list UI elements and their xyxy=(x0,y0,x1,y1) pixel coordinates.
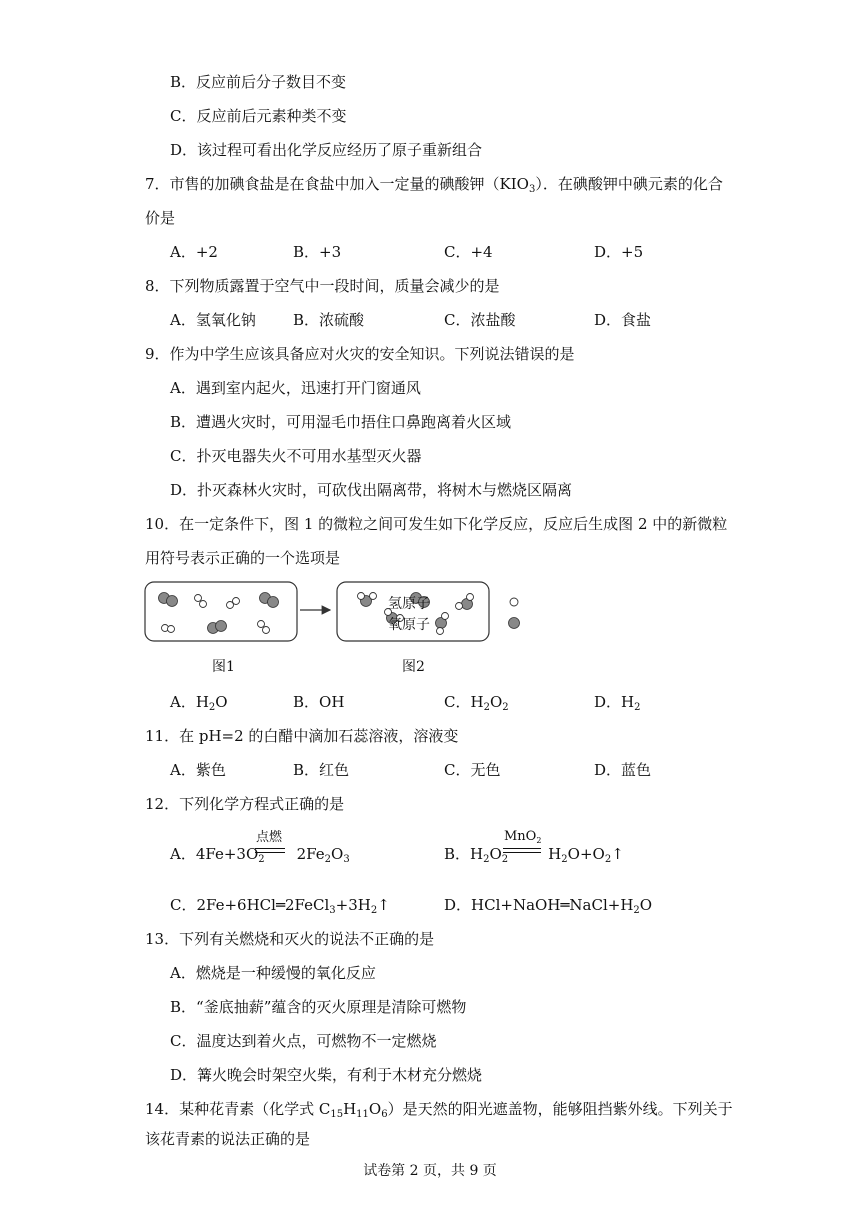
q12-b-condition: MnO$_2$ xyxy=(504,829,542,845)
q7-option-d: D．+5 xyxy=(594,243,644,261)
q6-option-b: B．反应前后分子数目不变 xyxy=(170,73,347,91)
h2o-molecule xyxy=(358,593,377,607)
q12-option-b: B．$H_2O_2$ $H_2O+O_2↑$ xyxy=(444,845,624,865)
q12-option-c: C．$2Fe+6HCl═2FeCl_3+3H_2↑$ xyxy=(170,896,390,916)
h2-molecule xyxy=(195,595,207,608)
h2-molecule xyxy=(162,625,175,633)
q7-option-c: C．+4 xyxy=(444,243,493,261)
q8-option-a: A．氢氧化钠 xyxy=(170,311,256,329)
legend-hydrogen-swatch xyxy=(510,598,518,606)
q8-option-d: D．食盐 xyxy=(594,311,652,329)
legend-oxygen-label: 氧原子 xyxy=(388,617,430,633)
q7-stem-line2: 价是 xyxy=(145,209,176,227)
q8-option-b: B．浓硫酸 xyxy=(293,311,365,329)
h2o-molecule xyxy=(436,613,449,635)
fig1-caption: 图1 xyxy=(212,659,235,675)
q10-stem-line1: 10．在一定条件下，图 1 的微粒之间可发生如下化学反应，反应后生成图 2 中的新微粒 xyxy=(145,515,728,533)
q7-option-b: B．+3 xyxy=(293,243,342,261)
q8-option-c: C．浓盐酸 xyxy=(444,311,516,329)
q13-option-a: A．燃烧是一种缓慢的氧化反应 xyxy=(170,964,376,982)
q9-option-c: C．扑灭电器失火不可用水基型灭火器 xyxy=(170,447,422,465)
q12-a-equals xyxy=(255,848,285,853)
q9-option-b: B．遭遇火灾时，可用湿毛巾捂住口鼻跑离着火区域 xyxy=(170,413,512,431)
q12-a-condition: 点燃 xyxy=(256,830,283,845)
q10-option-a: A．$H_2O$ xyxy=(170,693,228,713)
q11-option-d: D．蓝色 xyxy=(594,761,652,779)
h2-molecule xyxy=(258,621,270,634)
page-footer: 试卷第 2 页，共 9 页 xyxy=(363,1163,497,1179)
q9-option-a: A．遇到室内起火，迅速打开门窗通风 xyxy=(170,379,421,397)
o2-molecule xyxy=(260,593,279,608)
q13-option-c: C．温度达到着火点，可燃物不一定燃烧 xyxy=(170,1032,437,1050)
q10-option-b: B．OH xyxy=(293,693,345,711)
q12-option-a: A．$4Fe+3O_2$ $2Fe_2O_3$ xyxy=(170,845,350,865)
q12-stem: 12．下列化学方程式正确的是 xyxy=(145,795,345,813)
legend-hydrogen-label: 氢原子 xyxy=(388,596,430,612)
fig1-box xyxy=(145,582,297,641)
q11-stem: 11．在 pH=2 的白醋中滴加石蕊溶液，溶液变 xyxy=(145,727,459,745)
q12-b-equals xyxy=(503,848,541,853)
q8-stem: 8．下列物质露置于空气中一段时间，质量会减少的是 xyxy=(145,277,500,295)
q11-option-b: B．红色 xyxy=(293,761,350,779)
h2-molecule xyxy=(227,598,240,609)
o2-molecule xyxy=(208,621,227,634)
q13-option-b: B．“釜底抽薪”蕴含的灭火原理是清除可燃物 xyxy=(170,998,467,1016)
q9-option-d: D．扑灭森林火灾时，可砍伐出隔离带，将树木与燃烧区隔离 xyxy=(170,481,573,499)
h2o-molecule xyxy=(456,594,474,610)
o2-molecule xyxy=(159,593,178,607)
q7-stem-line1: 7．市售的加碘食盐是在食盐中加入一定量的碘酸钾$(KIO_3)$．在碘酸钾中碘元素的化合 xyxy=(145,175,723,195)
legend-oxygen-swatch xyxy=(509,618,520,629)
q14-stem-line2: 该花青素的说法正确的是 xyxy=(145,1130,311,1148)
q10-option-d: D．$H_2$ xyxy=(594,693,641,713)
q11-option-a: A．紫色 xyxy=(170,761,226,779)
q14-stem-line1: 14．某种花青素（化学式 $C_{15}H_{11}O_6$）是天然的阳光遮盖物，能够阻挡紫外线。下列关于 xyxy=(145,1100,733,1120)
q9-stem: 9．作为中学生应该具备应对火灾的安全知识。下列说法错误的是 xyxy=(145,345,575,363)
fig2-caption: 图2 xyxy=(402,659,425,675)
q13-option-d: D．篝火晚会时架空火柴，有利于木材充分燃烧 xyxy=(170,1066,483,1084)
q10-option-c: C．$H_2O_2$ xyxy=(444,693,509,713)
q10-figure xyxy=(140,578,600,650)
q7-option-a: A．+2 xyxy=(170,243,218,261)
q10-stem-line2: 用符号表示正确的一个选项是 xyxy=(145,549,341,567)
q12-option-d: D．$HCl+NaOH═NaCl+H_2O$ xyxy=(444,896,653,916)
q13-stem: 13．下列有关燃烧和灭火的说法不正确的是 xyxy=(145,930,435,948)
q6-option-c: C．反应前后元素种类不变 xyxy=(170,107,347,125)
q11-option-c: C．无色 xyxy=(444,761,501,779)
q6-option-d: D．该过程可看出化学反应经历了原子重新组合 xyxy=(170,141,483,159)
